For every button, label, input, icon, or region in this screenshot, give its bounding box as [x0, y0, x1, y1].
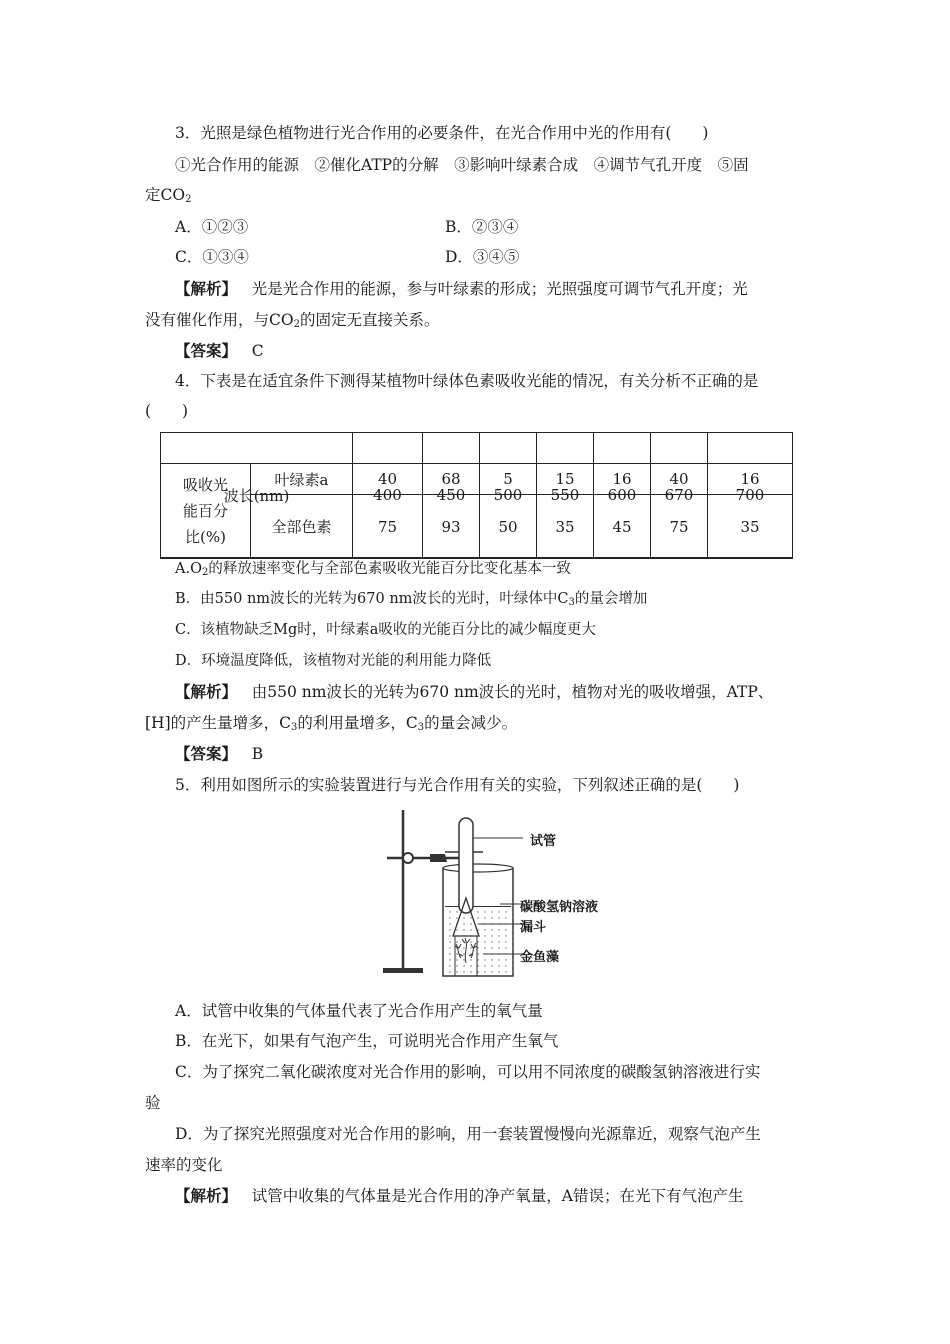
- solution-dot: [484, 959, 485, 960]
- solution-dot: [484, 917, 485, 918]
- solution-dot: [484, 965, 485, 966]
- q3-option-a: A．①②③: [175, 218, 249, 236]
- solution-dot: [456, 971, 457, 972]
- solution-dot: [477, 911, 478, 912]
- q3-option-b: B．②③④: [445, 218, 519, 236]
- solution-dot: [498, 935, 499, 936]
- solution-dot: [456, 953, 457, 954]
- q4-option-b: B．由550 nm波长的光转为670 nm波长的光时，叶绿体中$C_3$的量会增加: [175, 591, 648, 608]
- q3-analysis: 【解析】 光是光合作用的能源，参与叶绿素的形成；光照强度可调节气孔开度；光: [175, 279, 748, 298]
- q5-option-d-cont: 速率的变化: [145, 1156, 223, 1174]
- table-cell: 35: [708, 495, 793, 559]
- q4-option-c: C．该植物缺乏Mg时，叶绿素a吸收的光能百分比的减少幅度更大: [175, 622, 596, 638]
- solution-dot: [484, 971, 485, 972]
- solution-dot: [512, 929, 513, 930]
- solution-dot: [491, 971, 492, 972]
- solution-dot: [498, 971, 499, 972]
- solution-dot: [449, 947, 450, 948]
- table-cell: 5: [480, 464, 537, 495]
- solution-dot: [505, 965, 506, 966]
- table-row: [161, 495, 793, 559]
- solution-dot: [470, 929, 471, 930]
- q5-stem: 5．利用如图所示的实验装置进行与光合作用有关的实验，下列叙述正确的是( ): [175, 776, 740, 794]
- solution-dot: [512, 959, 513, 960]
- solution-dot: [449, 923, 450, 924]
- solution-dot: [512, 935, 513, 936]
- solution-dot: [449, 941, 450, 942]
- solution-dot: [484, 929, 485, 930]
- solution-dot: [463, 965, 464, 966]
- solution-dot: [491, 929, 492, 930]
- clamp-jaw: [430, 854, 447, 862]
- table-header-cell: 550: [537, 433, 594, 558]
- label-plant: 金鱼藻: [520, 950, 560, 965]
- solution-dot: [477, 953, 478, 954]
- stand-base: [383, 968, 423, 973]
- q3-items: ①光合作用的能源 ②催化ATP的分解 ③影响叶绿素合成 ④调节气孔开度 ⑤固: [175, 156, 749, 174]
- answer-tag: 【答案】: [175, 744, 238, 763]
- solution-dot: [470, 923, 471, 924]
- solution-dot: [470, 917, 471, 918]
- solution-dot: [512, 965, 513, 966]
- table-header-cell: 700: [708, 433, 793, 558]
- solution-dot: [456, 911, 457, 912]
- analysis-tag: 【解析】: [175, 1186, 238, 1205]
- table-header-cell: 670: [651, 433, 708, 558]
- q3-option-d: D．③④⑤: [445, 248, 520, 266]
- solution-dot: [470, 959, 471, 960]
- q5-option-c: C．为了探究二氧化碳浓度对光合作用的影响，可以用不同浓度的碳酸氢钠溶液进行实: [175, 1063, 761, 1081]
- q4-option-d: D．环境温度降低，该植物对光能的利用能力降低: [175, 653, 492, 669]
- solution-dot: [456, 941, 457, 942]
- solution-dot: [449, 917, 450, 918]
- group-label: 吸收光 能百分 比(%): [161, 464, 251, 559]
- solution-dot: [477, 917, 478, 918]
- table-header-label: 波长(nm): [161, 433, 353, 558]
- solution-dot: [477, 965, 478, 966]
- q3-items-cont: 定$CO_2$: [145, 186, 192, 205]
- q5-option-a: A．试管中收集的气体量代表了光合作用产生的氧气量: [175, 1002, 543, 1020]
- table-header-cell: 500: [480, 433, 537, 558]
- table-header-cell: 450: [423, 433, 480, 558]
- solution-dot: [512, 917, 513, 918]
- solution-dot: [505, 917, 506, 918]
- label-funnel: 漏斗: [520, 920, 547, 935]
- answer-tag: 【答案】: [175, 341, 238, 360]
- solution-dot: [498, 911, 499, 912]
- solution-dot: [491, 959, 492, 960]
- solution-dot: [491, 935, 492, 936]
- solution-dot: [491, 911, 492, 912]
- solution-dot: [505, 971, 506, 972]
- table-cell: 75: [353, 495, 423, 559]
- q4-stem-cont: ( ): [145, 402, 189, 420]
- solution-dot: [449, 971, 450, 972]
- solution-dot: [477, 971, 478, 972]
- solution-dot: [491, 917, 492, 918]
- absorption-table-body: [160, 463, 793, 559]
- table-header-cell: 600: [594, 433, 651, 558]
- solution-dot: [498, 929, 499, 930]
- q4-analysis: 【解析】 由550 nm波长的光转为670 nm波长的光时，植物对光的吸收增强，ATP、: [175, 682, 774, 701]
- solution-dot: [449, 935, 450, 936]
- solution-dot: [449, 965, 450, 966]
- clamp-boss: [403, 853, 413, 863]
- solution-dot: [463, 959, 464, 960]
- solution-dot: [456, 965, 457, 966]
- solution-dot: [505, 935, 506, 936]
- experiment-apparatus-figure: [375, 808, 599, 980]
- solution-dot: [505, 947, 506, 948]
- solution-dot: [463, 917, 464, 918]
- table-cell: 40: [353, 464, 423, 495]
- solution-dot: [505, 911, 506, 912]
- table-cell: 93: [423, 495, 480, 559]
- q3-answer: 【答案】 C: [175, 341, 264, 360]
- solution-dot: [470, 971, 471, 972]
- solution-dot: [449, 959, 450, 960]
- q3-analysis-cont: 没有催化作用，与$CO_2$的固定无直接关系。: [145, 311, 440, 330]
- solution-dot: [498, 941, 499, 942]
- solution-dot: [512, 911, 513, 912]
- table-cell: 75: [651, 495, 708, 559]
- plant-icon: [455, 938, 477, 963]
- q5-option-d: D．为了探究光照强度对光合作用的影响，用一套装置慢慢向光源靠近，观察气泡产生: [175, 1125, 761, 1143]
- solution-dot: [484, 941, 485, 942]
- solution-dot: [491, 941, 492, 942]
- solution-dot: [491, 965, 492, 966]
- table-row: [161, 464, 793, 495]
- table-cell: 35: [537, 495, 594, 559]
- table-cell: 50: [480, 495, 537, 559]
- q5-option-b: B．在光下，如果有气泡产生，可说明光合作用产生氧气: [175, 1032, 559, 1050]
- solution-dot: [484, 911, 485, 912]
- solution-dot: [463, 947, 464, 948]
- solution-dot: [470, 947, 471, 948]
- table-cell: 68: [423, 464, 480, 495]
- solution-dot: [505, 929, 506, 930]
- solution-dot: [449, 929, 450, 930]
- q4-answer: 【答案】 B: [175, 744, 264, 763]
- solution-dot: [449, 953, 450, 954]
- solution-dot: [498, 959, 499, 960]
- solution-dot: [512, 971, 513, 972]
- solution-dot: [512, 941, 513, 942]
- solution-dot: [477, 941, 478, 942]
- table-cell: 15: [537, 464, 594, 495]
- analysis-tag: 【解析】: [175, 682, 238, 701]
- row-label-all-pigments: 全部色素: [251, 495, 353, 559]
- table-cell: 45: [594, 495, 651, 559]
- solution-dot: [463, 923, 464, 924]
- label-test-tube: 试管: [530, 834, 557, 849]
- q3-stem: 3．光照是绿色植物进行光合作用的必要条件，在光合作用中光的作用有( ): [175, 124, 709, 142]
- solution-dot: [463, 929, 464, 930]
- solution-dot: [477, 923, 478, 924]
- solution-dot: [470, 941, 471, 942]
- table-cell: 40: [651, 464, 708, 495]
- label-solution: 碳酸氢钠溶液: [520, 900, 599, 915]
- table-cell: 16: [594, 464, 651, 495]
- apparatus-diagram: [375, 808, 595, 980]
- solution-dot: [512, 947, 513, 948]
- solution-dot: [470, 965, 471, 966]
- solution-dot: [491, 947, 492, 948]
- q5-option-c-cont: 验: [145, 1094, 161, 1112]
- q3-option-c: C．①③④: [175, 248, 249, 266]
- solution-dot: [505, 941, 506, 942]
- row-label-chlorophyll-a: 叶绿素a: [251, 464, 353, 495]
- solution-dot: [505, 959, 506, 960]
- solution-dot: [449, 911, 450, 912]
- q4-analysis-cont: [H]的产生量增多，$C_3$的利用量增多，$C_3$的量会减少。: [145, 714, 518, 733]
- analysis-tag: 【解析】: [175, 279, 238, 298]
- solution-dot: [498, 965, 499, 966]
- solution-dot: [477, 959, 478, 960]
- table-header-cell: 400: [353, 433, 423, 558]
- solution-dot: [456, 917, 457, 918]
- table-cell: 16: [708, 464, 793, 495]
- solution-dot: [463, 953, 464, 954]
- q5-analysis: 【解析】 试管中收集的气体量是光合作用的净产氧量，A错误；在光下有气泡产生: [175, 1186, 744, 1205]
- solution-dot: [477, 947, 478, 948]
- solution-dot: [498, 917, 499, 918]
- solution-dot: [463, 971, 464, 972]
- solution-dot: [498, 947, 499, 948]
- q4-stem: 4．下表是在适宜条件下测得某植物叶绿体色素吸收光能的情况，有关分析不正确的是: [175, 372, 759, 390]
- solution-dot: [456, 959, 457, 960]
- solution-dot: [484, 935, 485, 936]
- solution-dot: [484, 947, 485, 948]
- q4-option-a: $A.O_2$的释放速率变化与全部色素吸收光能百分比变化基本一致: [175, 561, 571, 578]
- solution-dot: [456, 929, 457, 930]
